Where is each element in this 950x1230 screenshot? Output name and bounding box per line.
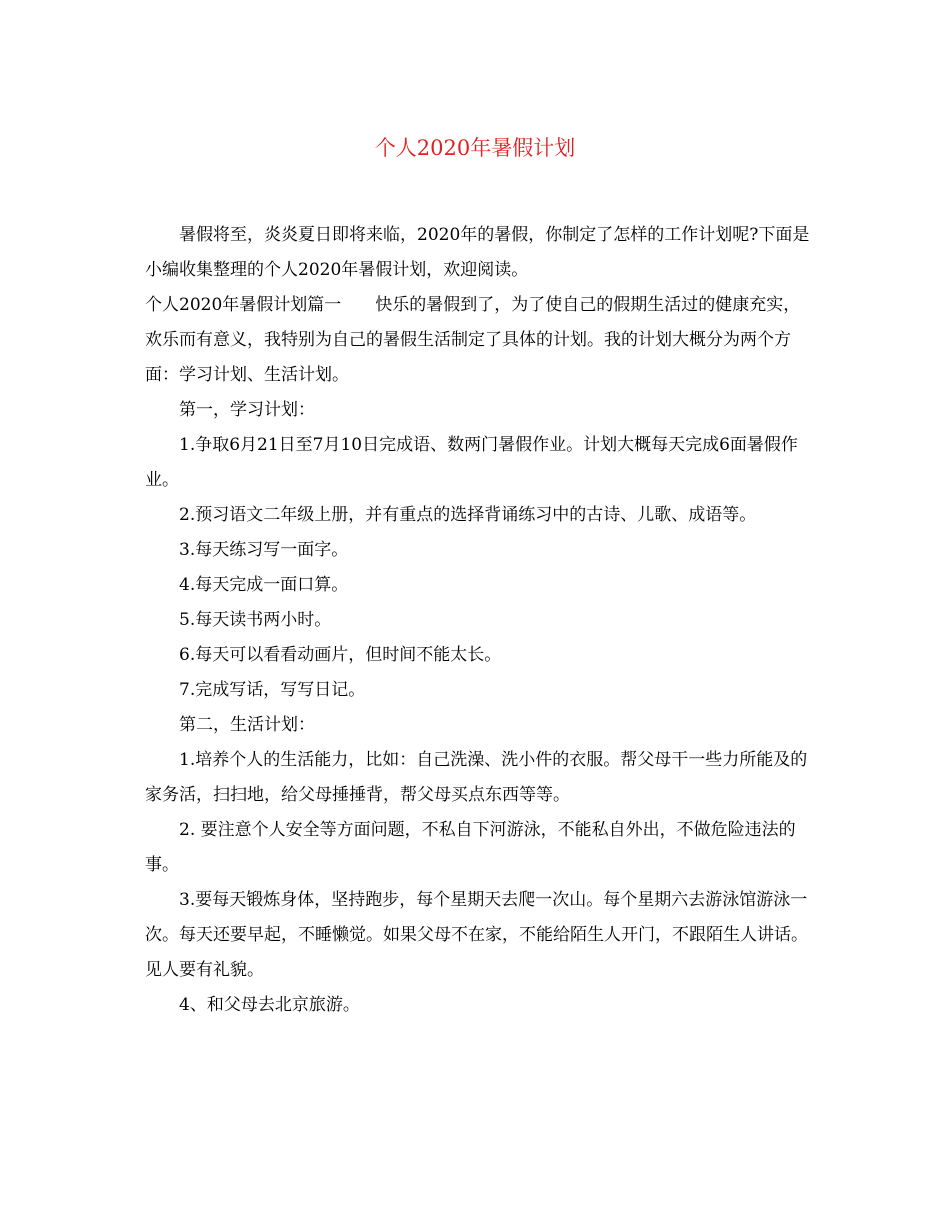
life-item-4: 4、和父母去北京旅游。: [179, 995, 360, 1015]
study-item-1: 1.争取6月21日至7月10日完成语、数两门暑假作业。计划大概每天完成6面暑假作业。: [145, 435, 798, 490]
study-item-4: 4.每天完成一面口算。: [179, 575, 349, 595]
life-item-1: 1.培养个人的生活能力，比如：自己洗澡、洗小件的衣服。帮父母干一些力所能及的家务活，扫扫地，给父母捶捶背，帮父母买点东西等等。: [145, 750, 808, 805]
life-item-2: 2. 要注意个人安全等方面问题，不私自下河游泳，不能私自外出，不做危险违法的事。: [145, 820, 796, 875]
study-item-3: 3.每天练习写一面字。: [179, 540, 349, 560]
study-item-7: 7.完成写话，写写日记。: [179, 680, 366, 700]
study-item-2: 2.预习语文二年级上册，并有重点的选择背诵练习中的古诗、儿歌、成语等。: [179, 505, 757, 525]
section-heading-life: 第二，生活计划：: [179, 715, 315, 735]
section-heading-study: 第一，学习计划：: [179, 400, 315, 420]
paragraph-intro: 暑假将至，炎炎夏日即将来临，2020年的暑假，你制定了怎样的工作计划呢?下面是小编收集整理的个人2020年暑假计划，欢迎阅读。: [145, 225, 810, 280]
study-item-6: 6.每天可以看看动画片，但时间不能太长。: [179, 645, 502, 665]
study-item-5: 5.每天读书两小时。: [179, 610, 332, 630]
document-title: 个人2020年暑假计划: [374, 136, 576, 160]
life-item-3: 3.要每天锻炼身体，坚持跑步，每个星期天去爬一次山。每个星期六去游泳馆游泳一次。每天还要早起，不睡懒觉。如果父母不在家，不能给陌生人开门，不跟陌生人讲话。见人要有礼貌。: [145, 890, 808, 980]
paragraph-plan-heading: 个人2020年暑假计划篇一 快乐的暑假到了，为了使自己的假期生活过的健康充实，欢乐而有意义，我特别为自己的暑假生活制定了具体的计划。我的计划大概分为两个方面：学习计划、生活计划。: [145, 295, 801, 385]
document-body: [145, 218, 810, 1023]
